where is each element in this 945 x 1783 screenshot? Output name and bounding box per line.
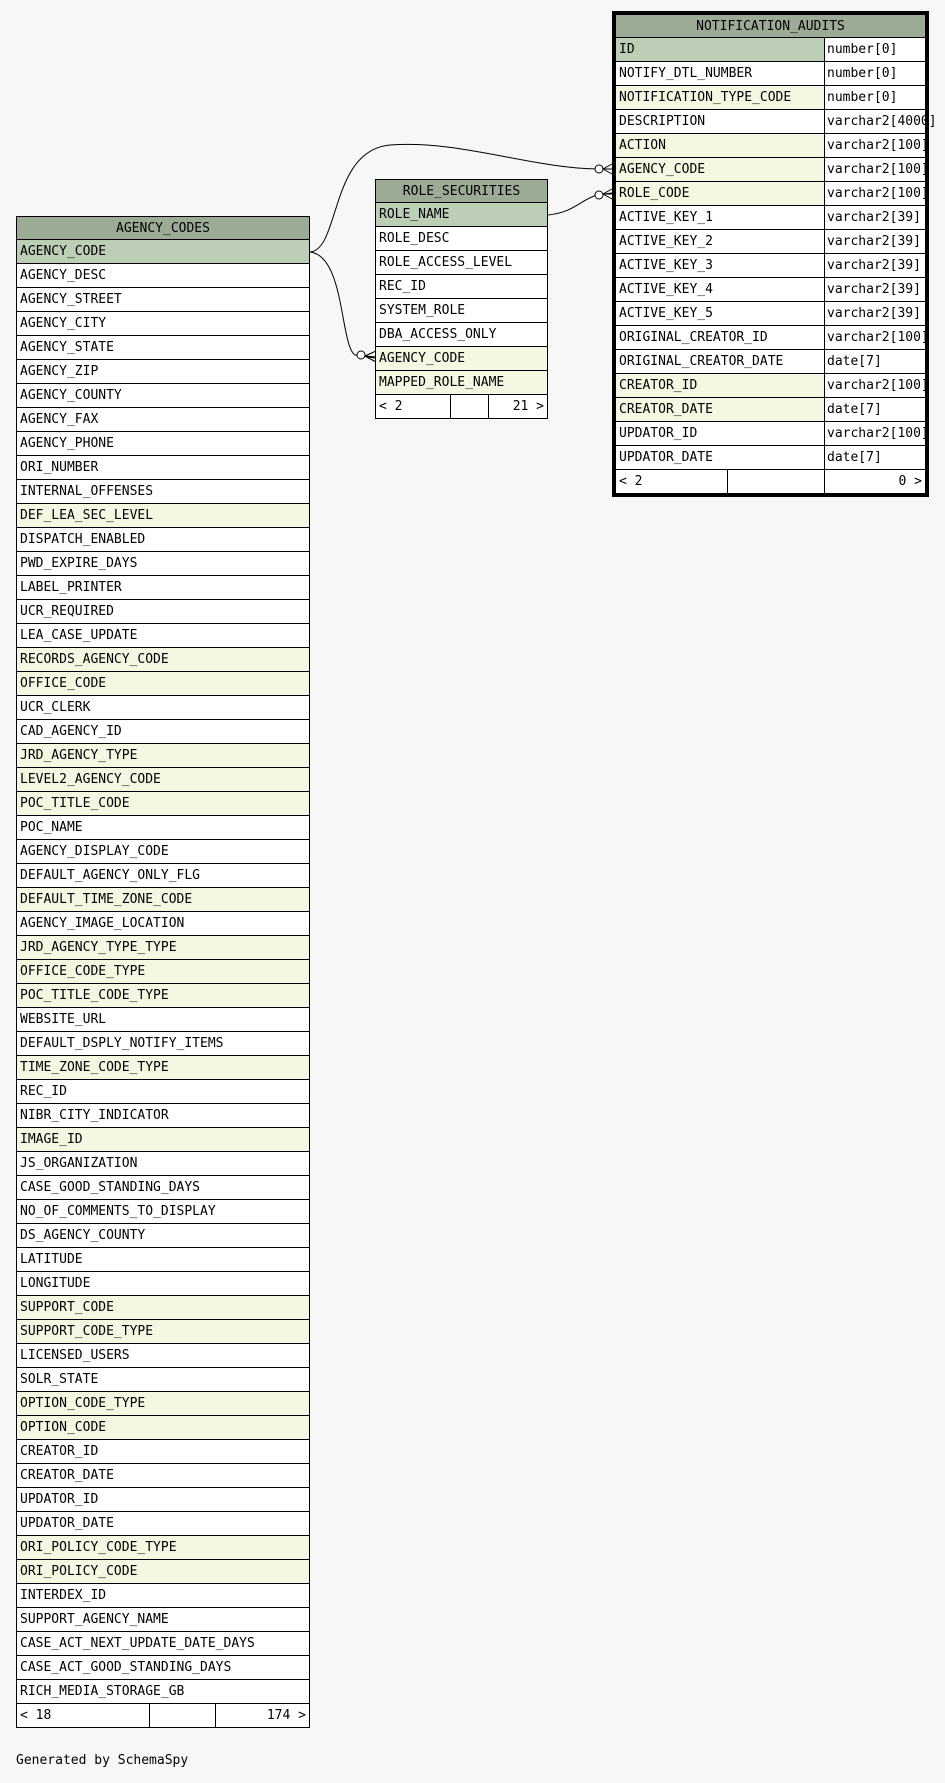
- column-name: INTERNAL_OFFENSES: [20, 484, 154, 499]
- column-type: varchar2[100]: [824, 374, 925, 397]
- column-name: JRD_AGENCY_TYPE: [20, 748, 138, 763]
- column-name: ROLE_CODE: [619, 186, 690, 201]
- column-row[interactable]: [16, 1128, 310, 1152]
- column-row[interactable]: [16, 1416, 310, 1440]
- column-name: DEF_LEA_SEC_LEVEL: [20, 508, 154, 523]
- generated-by-text: Generated by SchemaSpy: [16, 1753, 189, 1768]
- column-row[interactable]: [16, 1080, 310, 1104]
- column-name: CREATOR_ID: [619, 378, 698, 393]
- column-row[interactable]: [16, 1608, 310, 1632]
- column-type: varchar2[100]: [824, 422, 925, 445]
- table-footer: [16, 1704, 310, 1728]
- column-name: JS_ORGANIZATION: [20, 1156, 138, 1171]
- column-name: CREATOR_ID: [20, 1444, 99, 1459]
- column-name: OFFICE_CODE_TYPE: [20, 964, 146, 979]
- column-name: CAD_AGENCY_ID: [20, 724, 122, 739]
- column-name: ORIGINAL_CREATOR_DATE: [619, 354, 784, 369]
- column-type: date[7]: [824, 350, 925, 373]
- column-name: SUPPORT_CODE: [20, 1300, 114, 1315]
- column-name: REC_ID: [379, 279, 426, 294]
- column-name: AGENCY_CODE: [619, 162, 706, 177]
- column-name: LATITUDE: [20, 1252, 83, 1267]
- column-name: CASE_GOOD_STANDING_DAYS: [20, 1180, 201, 1195]
- column-name: DISPATCH_ENABLED: [20, 532, 146, 547]
- column-name: DBA_ACCESS_ONLY: [379, 327, 497, 342]
- table-title: AGENCY_CODES: [116, 221, 210, 236]
- column-name: NOTIFICATION_TYPE_CODE: [619, 90, 792, 105]
- column-row[interactable]: [16, 1536, 310, 1560]
- column-row[interactable]: [16, 360, 310, 384]
- column-row[interactable]: [16, 1104, 310, 1128]
- column-row[interactable]: [16, 1272, 310, 1296]
- children-count[interactable]: 0 >: [898, 474, 922, 489]
- parents-count[interactable]: < 18: [20, 1708, 52, 1723]
- column-row[interactable]: [16, 864, 310, 888]
- column-row[interactable]: [615, 398, 926, 422]
- column-name: RECORDS_AGENCY_CODE: [20, 652, 169, 667]
- column-row[interactable]: [16, 432, 310, 456]
- children-count[interactable]: 21 >: [512, 399, 544, 414]
- column-type: varchar2[39]: [824, 302, 925, 325]
- column-row[interactable]: [615, 86, 926, 110]
- relation-agency-to-role-securities: [310, 252, 375, 358]
- column-row[interactable]: [16, 912, 310, 936]
- column-name: CASE_ACT_NEXT_UPDATE_DATE_DAYS: [20, 1636, 255, 1651]
- table-title: NOTIFICATION_AUDITS: [696, 19, 845, 34]
- crowfoot-marker: [603, 164, 612, 174]
- column-row[interactable]: [16, 1224, 310, 1248]
- column-row[interactable]: [16, 1032, 310, 1056]
- column-row[interactable]: [16, 624, 310, 648]
- column-type: date[7]: [824, 398, 925, 421]
- column-name: LABEL_PRINTER: [20, 580, 122, 595]
- column-name: UPDATOR_DATE: [20, 1516, 114, 1531]
- column-row[interactable]: [16, 264, 310, 288]
- column-name: AGENCY_PHONE: [20, 436, 114, 451]
- column-row[interactable]: [16, 1632, 310, 1656]
- column-name: TIME_ZONE_CODE_TYPE: [20, 1060, 169, 1075]
- column-name: REC_ID: [20, 1084, 67, 1099]
- column-row[interactable]: [615, 350, 926, 374]
- column-row[interactable]: [16, 576, 310, 600]
- column-row[interactable]: [16, 240, 310, 264]
- column-row[interactable]: [375, 371, 548, 395]
- column-row[interactable]: [615, 38, 926, 62]
- column-row[interactable]: [615, 326, 929, 350]
- column-name: AGENCY_ZIP: [20, 364, 99, 379]
- relation-end-circle: [595, 191, 603, 199]
- table-agency-codes[interactable]: [16, 216, 310, 1728]
- column-row[interactable]: [16, 1392, 310, 1416]
- column-row[interactable]: [615, 302, 926, 326]
- column-name: DS_AGENCY_COUNTY: [20, 1228, 146, 1243]
- column-name: UCR_REQUIRED: [20, 604, 114, 619]
- column-name: ACTIVE_KEY_4: [619, 282, 713, 297]
- column-row[interactable]: [16, 1464, 310, 1488]
- column-name: AGENCY_CITY: [20, 316, 107, 331]
- column-row[interactable]: [16, 1176, 310, 1200]
- column-row[interactable]: [16, 792, 310, 816]
- table-footer: [615, 470, 926, 494]
- column-name: LEVEL2_AGENCY_CODE: [20, 772, 161, 787]
- column-name: CREATOR_DATE: [20, 1468, 114, 1483]
- column-row[interactable]: [16, 1560, 310, 1584]
- column-name: ACTIVE_KEY_5: [619, 306, 713, 321]
- column-name: UPDATOR_ID: [619, 426, 698, 441]
- column-row[interactable]: [16, 1656, 310, 1680]
- column-row[interactable]: [375, 251, 548, 275]
- column-row[interactable]: [16, 312, 310, 336]
- column-name: ID: [619, 42, 635, 57]
- column-type: date[7]: [824, 446, 925, 469]
- column-row[interactable]: [615, 446, 926, 470]
- column-row[interactable]: [375, 323, 548, 347]
- column-name: ROLE_DESC: [379, 231, 450, 246]
- column-name: CREATOR_DATE: [619, 402, 713, 417]
- column-row[interactable]: [615, 278, 926, 302]
- column-name: WEBSITE_URL: [20, 1012, 107, 1027]
- table-header[interactable]: [16, 216, 310, 240]
- relation-end-circle: [357, 351, 365, 359]
- column-type: varchar2[39]: [824, 278, 925, 301]
- column-name: AGENCY_DISPLAY_CODE: [20, 844, 169, 859]
- column-type: number[0]: [824, 38, 925, 61]
- column-name: AGENCY_CODE: [379, 351, 466, 366]
- column-row[interactable]: [615, 206, 926, 230]
- table-title: ROLE_SECURITIES: [402, 184, 521, 199]
- column-type: varchar2[39]: [824, 254, 925, 277]
- column-name: AGENCY_DESC: [20, 268, 107, 283]
- table-footer: [375, 395, 548, 419]
- column-name: AGENCY_FAX: [20, 412, 99, 427]
- column-name: SUPPORT_AGENCY_NAME: [20, 1612, 169, 1627]
- column-name: LEA_CASE_UPDATE: [20, 628, 138, 643]
- column-row[interactable]: [615, 374, 929, 398]
- column-row[interactable]: [615, 110, 937, 134]
- column-row[interactable]: [375, 275, 548, 299]
- column-name: AGENCY_STREET: [20, 292, 122, 307]
- column-row[interactable]: [16, 1344, 310, 1368]
- table-notification-audits[interactable]: [612, 11, 937, 497]
- column-row[interactable]: [16, 648, 310, 672]
- column-row[interactable]: [615, 158, 929, 182]
- column-name: NIBR_CITY_INDICATOR: [20, 1108, 169, 1123]
- column-name: DEFAULT_DSPLY_NOTIFY_ITEMS: [20, 1036, 224, 1051]
- column-name: MAPPED_ROLE_NAME: [379, 375, 505, 390]
- column-row[interactable]: [16, 672, 310, 696]
- column-row[interactable]: [16, 384, 310, 408]
- column-row[interactable]: [375, 347, 548, 371]
- column-name: POC_NAME: [20, 820, 83, 835]
- column-row[interactable]: [16, 696, 310, 720]
- column-name: ROLE_ACCESS_LEVEL: [379, 255, 513, 270]
- column-name: RICH_MEDIA_STORAGE_GB: [20, 1684, 185, 1699]
- table-header[interactable]: [615, 14, 926, 38]
- column-name: JRD_AGENCY_TYPE_TYPE: [20, 940, 177, 955]
- column-row[interactable]: [375, 203, 548, 227]
- column-row[interactable]: [16, 504, 310, 528]
- column-row[interactable]: [16, 336, 310, 360]
- column-list: [615, 38, 937, 470]
- column-row[interactable]: [16, 720, 310, 744]
- column-row[interactable]: [16, 960, 310, 984]
- column-row[interactable]: [615, 134, 929, 158]
- column-name: ACTIVE_KEY_3: [619, 258, 713, 273]
- column-row[interactable]: [16, 480, 310, 504]
- column-row[interactable]: [16, 1320, 310, 1344]
- column-type: varchar2[100]: [824, 158, 925, 181]
- column-row[interactable]: [16, 1368, 310, 1392]
- parents-count[interactable]: < 2: [379, 399, 403, 414]
- column-row[interactable]: [615, 254, 926, 278]
- column-row[interactable]: [16, 1680, 310, 1704]
- table-role-securities[interactable]: [375, 179, 548, 419]
- column-name: SYSTEM_ROLE: [379, 303, 466, 318]
- column-row[interactable]: [16, 1296, 310, 1320]
- column-name: CASE_ACT_GOOD_STANDING_DAYS: [20, 1660, 232, 1675]
- column-name: ROLE_NAME: [379, 207, 450, 222]
- column-name: UPDATOR_DATE: [619, 450, 713, 465]
- column-row[interactable]: [16, 888, 310, 912]
- column-name: UCR_CLERK: [20, 700, 91, 715]
- column-row[interactable]: [16, 528, 310, 552]
- column-row[interactable]: [615, 422, 929, 446]
- column-row[interactable]: [16, 552, 310, 576]
- column-row[interactable]: [16, 1584, 310, 1608]
- column-name: AGENCY_COUNTY: [20, 388, 122, 403]
- column-row[interactable]: [16, 1440, 310, 1464]
- column-name: OFFICE_CODE: [20, 676, 107, 691]
- column-name: INTERDEX_ID: [20, 1588, 107, 1603]
- column-name: PWD_EXPIRE_DAYS: [20, 556, 138, 571]
- column-row[interactable]: [16, 768, 310, 792]
- crowfoot-marker: [603, 189, 612, 199]
- column-list: [375, 203, 548, 395]
- column-name: ORI_NUMBER: [20, 460, 99, 475]
- column-type: varchar2[100]: [824, 182, 925, 205]
- column-name: ORI_POLICY_CODE: [20, 1564, 138, 1579]
- column-type: varchar2[39]: [824, 206, 925, 229]
- column-name: AGENCY_CODE: [20, 244, 107, 259]
- column-name: AGENCY_STATE: [20, 340, 114, 355]
- table-header[interactable]: [375, 179, 548, 203]
- column-row[interactable]: [16, 408, 310, 432]
- column-type: varchar2[39]: [824, 230, 925, 253]
- column-name: NOTIFY_DTL_NUMBER: [619, 66, 753, 81]
- column-name: ORIGINAL_CREATOR_ID: [619, 330, 768, 345]
- column-name: OPTION_CODE_TYPE: [20, 1396, 146, 1411]
- column-type: number[0]: [824, 86, 925, 109]
- column-row[interactable]: [16, 1488, 310, 1512]
- parents-count[interactable]: < 2: [619, 474, 643, 489]
- column-name: UPDATOR_ID: [20, 1492, 99, 1507]
- column-name: ACTION: [619, 138, 666, 153]
- column-row[interactable]: [16, 744, 310, 768]
- column-row[interactable]: [615, 62, 926, 86]
- column-row[interactable]: [615, 230, 926, 254]
- column-row[interactable]: [16, 816, 310, 840]
- column-name: LONGITUDE: [20, 1276, 91, 1291]
- column-name: OPTION_CODE: [20, 1420, 107, 1435]
- column-row[interactable]: [16, 600, 310, 624]
- column-row[interactable]: [16, 1512, 310, 1536]
- column-name: ORI_POLICY_CODE_TYPE: [20, 1540, 177, 1555]
- column-row[interactable]: [615, 182, 929, 206]
- column-row[interactable]: [16, 288, 310, 312]
- column-list: [16, 240, 310, 1704]
- column-name: POC_TITLE_CODE: [20, 796, 130, 811]
- column-type: varchar2[100]: [824, 326, 925, 349]
- column-row[interactable]: [16, 840, 310, 864]
- column-row[interactable]: [16, 984, 310, 1008]
- column-row[interactable]: [375, 227, 548, 251]
- column-row[interactable]: [16, 936, 310, 960]
- column-name: NO_OF_COMMENTS_TO_DISPLAY: [20, 1204, 216, 1219]
- column-row[interactable]: [375, 299, 548, 323]
- column-name: POC_TITLE_CODE_TYPE: [20, 988, 169, 1003]
- column-name: ACTIVE_KEY_2: [619, 234, 713, 249]
- column-row[interactable]: [16, 1008, 310, 1032]
- column-name: AGENCY_IMAGE_LOCATION: [20, 916, 185, 931]
- column-row[interactable]: [16, 456, 310, 480]
- column-name: LICENSED_USERS: [20, 1348, 130, 1363]
- column-name: DEFAULT_AGENCY_ONLY_FLG: [20, 868, 201, 883]
- column-name: DESCRIPTION: [619, 114, 706, 129]
- children-count[interactable]: 174 >: [266, 1708, 306, 1723]
- column-name: IMAGE_ID: [20, 1132, 83, 1147]
- column-row[interactable]: [16, 1248, 310, 1272]
- column-row[interactable]: [16, 1200, 310, 1224]
- column-name: DEFAULT_TIME_ZONE_CODE: [20, 892, 193, 907]
- column-type: varchar2[100]: [824, 134, 925, 157]
- column-name: SOLR_STATE: [20, 1372, 99, 1387]
- column-name: SUPPORT_CODE_TYPE: [20, 1324, 154, 1339]
- column-row[interactable]: [16, 1152, 310, 1176]
- relation-end-circle: [595, 165, 603, 173]
- column-type: number[0]: [824, 62, 925, 85]
- column-row[interactable]: [16, 1056, 310, 1080]
- column-name: ACTIVE_KEY_1: [619, 210, 713, 225]
- column-type: varchar2[4000]: [824, 110, 925, 133]
